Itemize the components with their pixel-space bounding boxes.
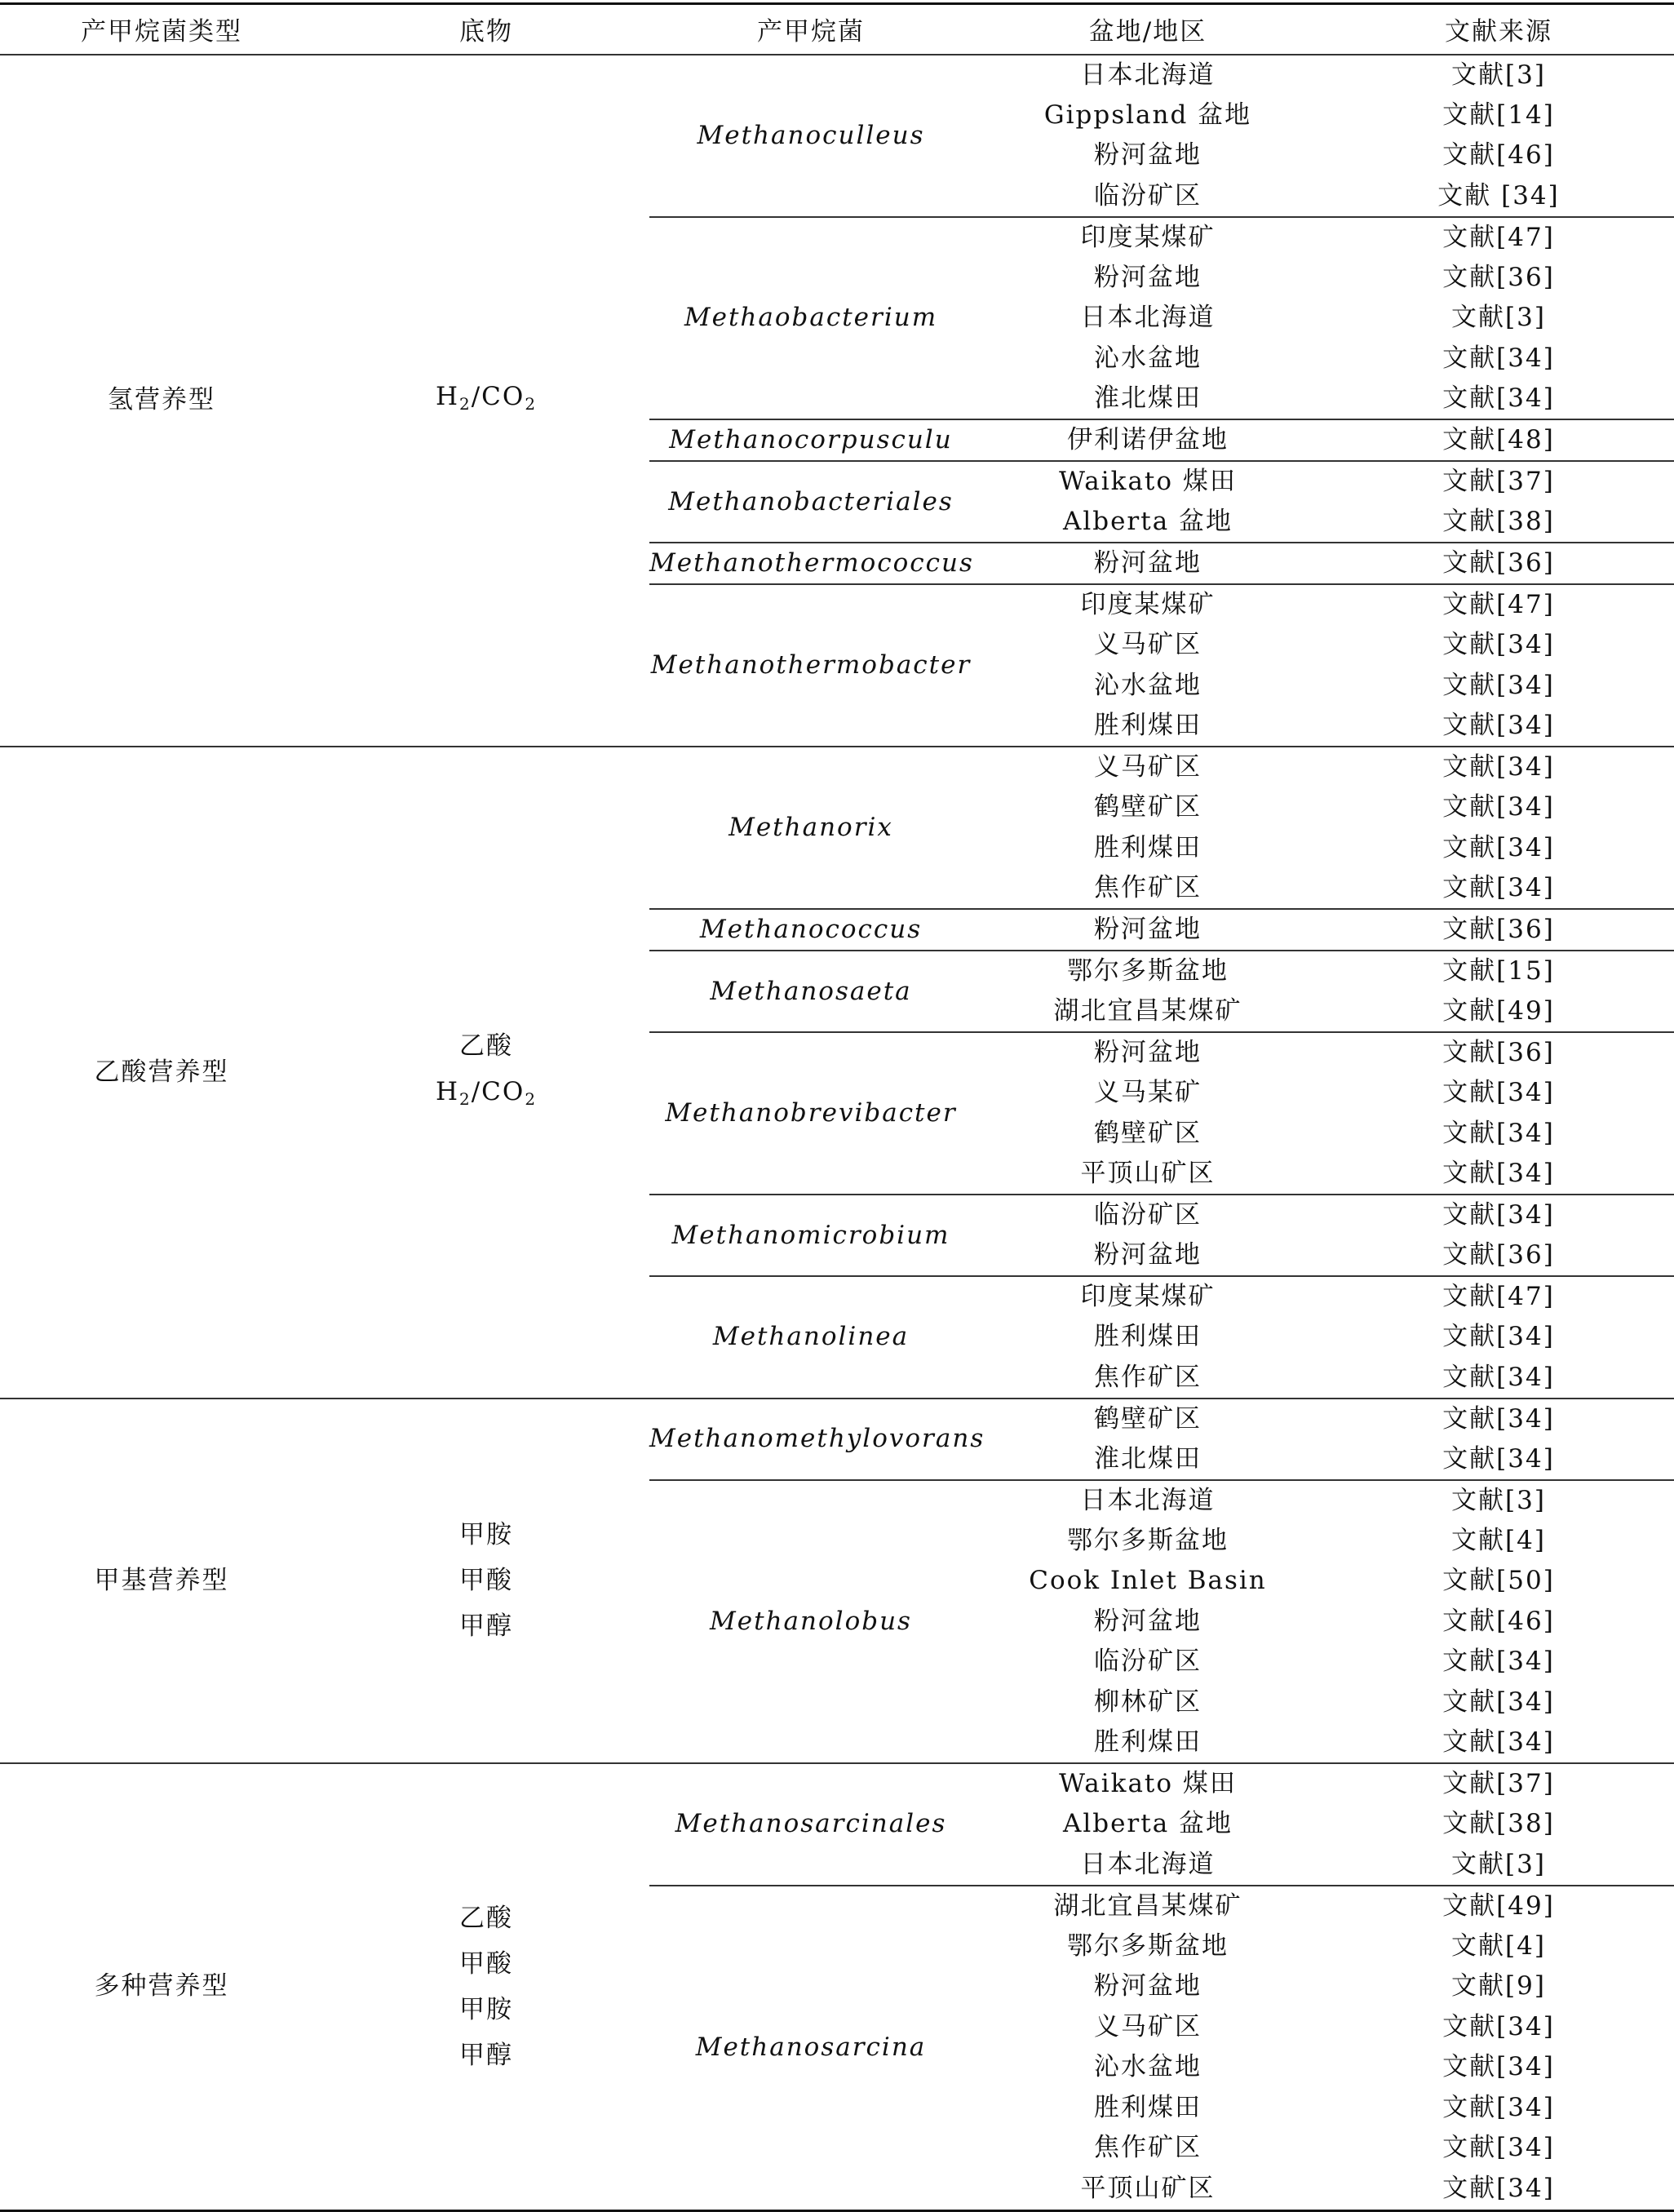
reference-cell: 文献[36] xyxy=(1442,1240,1555,1270)
place-cell: Waikato 煤田 xyxy=(972,1763,1323,1804)
genus-cell: Methaobacterium xyxy=(649,217,972,420)
reference-cell: 文献[37] xyxy=(1323,461,1674,502)
place-cell: 胜利煤田 xyxy=(1094,1322,1202,1352)
reference-cell: 文献[36] xyxy=(1323,543,1674,584)
reference-cell: 文献[3] xyxy=(1451,1849,1546,1879)
place-cell: 焦作矿区 xyxy=(1094,2133,1202,2163)
place-cell: 沁水盆地 xyxy=(1094,343,1202,373)
place-cell: 平顶山矿区 xyxy=(1080,2173,1216,2203)
place-cell: 鹤壁矿区 xyxy=(1094,792,1202,822)
place-cell: Alberta 盆地 xyxy=(1062,1809,1233,1839)
header-reference: 文献来源 xyxy=(1323,4,1674,55)
methanogen-table xyxy=(0,2,1674,2209)
place-cell: 粉河盆地 xyxy=(972,909,1323,951)
place-cell: 义马矿区 xyxy=(1094,630,1202,660)
reference-cell: 文献[9] xyxy=(1451,1971,1546,2001)
reference-cell: 文献[47] xyxy=(1323,584,1674,625)
place-cell: Waikato 煤田 xyxy=(972,461,1323,502)
place-cell: 义马矿区 xyxy=(972,747,1323,787)
reference-cell: 文献[38] xyxy=(1442,1809,1555,1839)
reference-cell: 文献[48] xyxy=(1323,419,1674,461)
substrate-item: 甲胺 xyxy=(459,1520,513,1550)
reference-cell: 文献[38] xyxy=(1442,507,1555,536)
header-row xyxy=(0,4,1674,55)
table-row xyxy=(0,55,1674,95)
genus-cell: Methanosarcina xyxy=(649,1886,972,2210)
place-cell: 淮北煤田 xyxy=(1094,1443,1202,1474)
reference-cell: 文献[14] xyxy=(1442,100,1555,130)
genus-cell: Methanolinea xyxy=(649,1276,972,1399)
place-cell: Cook Inlet Basin xyxy=(1029,1566,1267,1596)
place-cell: 鄂尔多斯盆地 xyxy=(1067,1525,1229,1555)
reference-cell: 文献[3] xyxy=(1323,55,1674,95)
reference-cell: 文献[36] xyxy=(1323,909,1674,951)
reference-cell: 文献[34] xyxy=(1323,747,1674,787)
place-cell: 临汾矿区 xyxy=(1094,180,1202,211)
reference-cell: 文献[34] xyxy=(1442,670,1555,700)
reference-cell: 文献[47] xyxy=(1323,217,1674,258)
place-cell: 沁水盆地 xyxy=(1094,670,1202,700)
genus-cell: Methanomethylovorans xyxy=(649,1399,972,1480)
reference-cell: 文献[34] xyxy=(1442,1159,1555,1188)
reference-cell: 文献[4] xyxy=(1451,1931,1546,1961)
genus-cell: Methanococcus xyxy=(649,909,972,951)
reference-cell: 文献[34] xyxy=(1323,1399,1674,1439)
place-cell: 日本北海道 xyxy=(972,55,1323,95)
table-body xyxy=(0,55,1674,2210)
place-cell: 胜利煤田 xyxy=(1094,1727,1202,1757)
reference-cell: 文献[34] xyxy=(1442,1322,1555,1352)
place-cell: 鹤壁矿区 xyxy=(972,1399,1323,1439)
place-cell: 临汾矿区 xyxy=(1094,1647,1202,1677)
reference-cell: 文献[34] xyxy=(1442,343,1555,373)
place-cell: 临汾矿区 xyxy=(972,1195,1323,1235)
reference-cell: 文献[15] xyxy=(1323,951,1674,991)
reference-cell: 文献[34] xyxy=(1442,2011,1555,2041)
place-cell: 湖北宜昌某煤矿 xyxy=(972,1886,1323,1926)
reference-cell: 文献[34] xyxy=(1442,1687,1555,1717)
place-cell: 日本北海道 xyxy=(972,1480,1323,1521)
place-cell: 粉河盆地 xyxy=(1094,1240,1202,1270)
reference-cell: 文献[34] xyxy=(1442,1118,1555,1148)
genus-cell: Methanorix xyxy=(649,747,972,909)
genus-cell: Methanothermobacter xyxy=(649,584,972,747)
reference-cell: 文献[34] xyxy=(1442,1727,1555,1757)
type-cell: 氢营养型 xyxy=(0,55,323,747)
reference-cell: 文献[34] xyxy=(1442,1647,1555,1677)
table-row xyxy=(0,747,1674,787)
place-cell: 沁水盆地 xyxy=(1094,2052,1202,2082)
reference-cell: 文献[34] xyxy=(1442,2133,1555,2163)
reference-cell: 文献[34] xyxy=(1442,711,1555,740)
place-cell: 鄂尔多斯盆地 xyxy=(972,951,1323,991)
place-cell: Alberta 盆地 xyxy=(1062,507,1233,536)
reference-cell: 文献[46] xyxy=(1442,1606,1555,1636)
reference-cell: 文献[47] xyxy=(1323,1276,1674,1317)
place-cell: 胜利煤田 xyxy=(1094,2092,1202,2122)
genus-cell: Methanoculleus xyxy=(649,55,972,217)
place-cell: 伊利诺伊盆地 xyxy=(972,419,1323,461)
substrate-item: 甲酸 xyxy=(459,1566,513,1596)
substrate-cell xyxy=(323,747,649,1399)
reference-cell: 文献[34] xyxy=(1442,383,1555,413)
reference-cell: 文献[34] xyxy=(1442,2092,1555,2122)
table-row xyxy=(0,1763,1674,1804)
place-cell: 粉河盆地 xyxy=(972,1032,1323,1073)
genus-cell: Methanomicrobium xyxy=(649,1195,972,1276)
reference-cell: 文献[34] xyxy=(1442,832,1555,862)
place-cell: 粉河盆地 xyxy=(1094,1971,1202,2001)
place-cell: 鹤壁矿区 xyxy=(1094,1118,1202,1148)
place-cell: 鄂尔多斯盆地 xyxy=(1067,1931,1229,1961)
place-cell: 印度某煤矿 xyxy=(972,217,1323,258)
genus-cell: Methanobacteriales xyxy=(649,461,972,543)
header-place: 盆地/地区 xyxy=(972,4,1323,55)
substrate-cell xyxy=(323,1399,649,1764)
reference-cell: 文献[46] xyxy=(1442,140,1555,171)
reference-cell: 文献[34] xyxy=(1442,2052,1555,2082)
substrate-item: $H_2/CO_2$ xyxy=(435,382,538,414)
place-cell: 义马矿区 xyxy=(1094,2011,1202,2041)
header-type: 产甲烷菌类型 xyxy=(0,4,323,55)
place-cell: 淮北煤田 xyxy=(1094,383,1202,413)
place-cell: 义马某矿 xyxy=(1094,1078,1202,1108)
place-cell: 柳林矿区 xyxy=(1094,1687,1202,1717)
place-cell: 粉河盆地 xyxy=(1094,140,1202,171)
substrate-item: $H_2/CO_2$ xyxy=(435,1076,538,1109)
place-cell: 日本北海道 xyxy=(1080,303,1216,333)
reference-cell: 文献[36] xyxy=(1323,1032,1674,1073)
genus-cell: Methanobrevibacter xyxy=(649,1032,972,1195)
reference-cell: 文献 [34] xyxy=(1437,180,1560,211)
type-cell: 甲基营养型 xyxy=(0,1399,323,1764)
substrate-item: 乙酸 xyxy=(459,1903,513,1933)
substrate-item: 甲醇 xyxy=(459,1611,513,1642)
genus-cell: Methanosarcinales xyxy=(649,1763,972,1886)
reference-cell: 文献[49] xyxy=(1442,996,1555,1026)
header-substrate: 底物 xyxy=(323,4,649,55)
reference-cell: 文献[34] xyxy=(1442,630,1555,660)
place-cell: 印度某煤矿 xyxy=(972,1276,1323,1317)
substrate-cell xyxy=(323,55,649,747)
genus-cell: Methanolobus xyxy=(649,1480,972,1764)
place-cell: 日本北海道 xyxy=(1080,1849,1216,1879)
reference-cell: 文献[3] xyxy=(1451,303,1546,333)
reference-cell: 文献[34] xyxy=(1323,1195,1674,1235)
reference-cell: 文献[49] xyxy=(1323,1886,1674,1926)
table-row xyxy=(0,1399,1674,1439)
place-cell: 粉河盆地 xyxy=(972,543,1323,584)
genus-cell: Methanothermococcus xyxy=(649,543,972,584)
place-cell: 胜利煤田 xyxy=(1094,711,1202,740)
place-cell: 平顶山矿区 xyxy=(1080,1159,1216,1188)
place-cell: 湖北宜昌某煤矿 xyxy=(1053,996,1242,1026)
reference-cell: 文献[3] xyxy=(1323,1480,1674,1521)
place-cell: 印度某煤矿 xyxy=(972,584,1323,625)
reference-cell: 文献[36] xyxy=(1442,262,1555,292)
reference-cell: 文献[34] xyxy=(1442,873,1555,902)
type-cell: 多种营养型 xyxy=(0,1763,323,2209)
place-cell: 焦作矿区 xyxy=(1094,873,1202,902)
place-cell: 粉河盆地 xyxy=(1094,1606,1202,1636)
place-cell: 胜利煤田 xyxy=(1094,832,1202,862)
reference-cell: 文献[34] xyxy=(1442,792,1555,822)
substrate-item: 甲酸 xyxy=(459,1948,513,1979)
reference-cell: 文献[34] xyxy=(1442,1443,1555,1474)
reference-cell: 文献[34] xyxy=(1442,1362,1555,1392)
header-genus: 产甲烷菌 xyxy=(649,4,972,55)
place-cell: 粉河盆地 xyxy=(1094,262,1202,292)
place-cell: Gippsland 盆地 xyxy=(1043,100,1252,130)
reference-cell: 文献[34] xyxy=(1442,2173,1555,2203)
substrate-item: 甲醇 xyxy=(459,2040,513,2070)
substrate-item: 乙酸 xyxy=(459,1031,513,1061)
reference-cell: 文献[50] xyxy=(1442,1566,1555,1596)
genus-cell: Methanocorpusculu xyxy=(649,419,972,461)
substrate-item: 甲胺 xyxy=(459,1994,513,2024)
genus-cell: Methanosaeta xyxy=(649,951,972,1032)
reference-cell: 文献[37] xyxy=(1323,1763,1674,1804)
substrate-cell xyxy=(323,1763,649,2209)
type-cell: 乙酸营养型 xyxy=(0,747,323,1399)
reference-cell: 文献[34] xyxy=(1442,1078,1555,1108)
reference-cell: 文献[4] xyxy=(1451,1525,1546,1555)
place-cell: 焦作矿区 xyxy=(1094,1362,1202,1392)
